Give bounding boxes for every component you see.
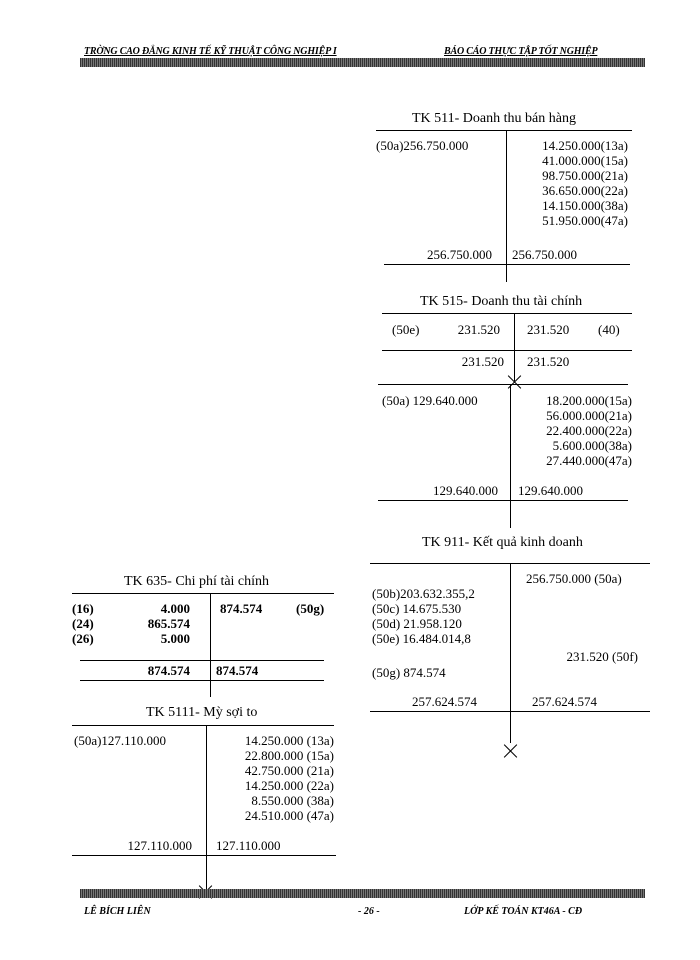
- debit-ref: (50e): [392, 322, 420, 337]
- debit-entry: (50e) 16.484.014,8: [372, 631, 471, 646]
- t-center-line: [210, 593, 211, 697]
- t-top-line: [378, 384, 628, 385]
- credit-entry: 14.150.000(38a): [542, 198, 628, 213]
- debit-entry: (50d) 21.958.120: [372, 616, 462, 631]
- debit-refs: [72, 601, 94, 646]
- debit-amount: 5.000: [160, 631, 190, 646]
- total-credit: 231.520: [527, 354, 570, 369]
- debit-amount: 865.574: [147, 616, 190, 631]
- credit-entry: 24.510.000 (47a): [244, 808, 334, 823]
- credit-amount: 874.574: [220, 601, 263, 616]
- credit-entry: 14.250.000 (13a): [244, 733, 334, 748]
- footer-author: LÊ BÍCH LIÊN: [84, 906, 151, 917]
- t-top-line: [72, 593, 334, 594]
- t-top-line: [382, 313, 632, 314]
- debit-ref: (24): [72, 616, 94, 631]
- header-rule: [80, 58, 645, 67]
- t-center-line: [510, 563, 511, 743]
- debit-amounts: [120, 601, 190, 646]
- total-credit: 874.574: [216, 663, 259, 678]
- account-title: TK 911- Kết quả kinh doanh: [422, 535, 583, 550]
- t-center-line: [506, 130, 507, 282]
- header-report-title: BÁO CÁO THỰC TẬP TỐT NGHIỆP: [444, 46, 598, 57]
- credit-column: [520, 393, 632, 468]
- credit-entry: 56.000.000(21a): [546, 408, 632, 423]
- t-total-line: [378, 500, 628, 501]
- debit-entry: (50a)256.750.000: [376, 138, 469, 153]
- total-debit: 257.624.574: [412, 694, 477, 709]
- total-debit: 129.640.000: [433, 483, 498, 498]
- credit-entry: 98.750.000(21a): [542, 168, 628, 183]
- total-debit: 256.750.000: [427, 247, 492, 262]
- credit-entry: 18.200.000(15a): [546, 393, 632, 408]
- total-credit: 257.624.574: [532, 694, 597, 709]
- credit-entry: 8.550.000 (38a): [251, 793, 334, 808]
- credit-entry: 41.000.000(15a): [542, 153, 628, 168]
- debit-amount: 231.520: [457, 322, 500, 337]
- credit-ref: (50g): [296, 601, 325, 616]
- account-title: TK 515- Doanh thu tài chính: [420, 294, 583, 309]
- credit-entry: 22.400.000(22a): [546, 423, 632, 438]
- debit-entry: (50g) 874.574: [372, 665, 446, 680]
- t-top-line: [72, 725, 334, 726]
- total-credit: 129.640.000: [518, 483, 583, 498]
- total-debit: 231.520: [461, 354, 504, 369]
- t-divider-line: [382, 350, 632, 351]
- footer-page-number: - 26 -: [358, 906, 380, 917]
- header-school: TRỜNG CAO ĐẲNG KINH TẾ KỸ THUẬT CÔNG NGHIỆP I: [84, 46, 337, 57]
- credit-ref: (40): [598, 322, 620, 337]
- credit-entry: 27.440.000(47a): [546, 453, 632, 468]
- credit-entry: 14.250.000 (22a): [244, 778, 334, 793]
- total-debit: 874.574: [147, 663, 190, 678]
- account-title: TK 5111- Mỳ sợi to: [146, 705, 258, 720]
- credit-entry: 51.950.000(47a): [542, 213, 628, 228]
- debit-entry: (50a)127.110.000: [74, 733, 166, 748]
- credit-entry: 36.650.000(22a): [542, 183, 628, 198]
- t-total-line: [384, 264, 630, 265]
- t-top-line: [376, 130, 632, 131]
- debit-entry: (50b)203.632.355,2: [372, 586, 475, 601]
- total-credit: 127.110.000: [216, 838, 281, 853]
- t-center-line: [510, 384, 511, 528]
- debit-column: [372, 586, 475, 646]
- debit-amount: 4.000: [160, 601, 190, 616]
- credit-column: [520, 138, 628, 228]
- credit-entry: 256.750.000 (50a): [526, 571, 622, 586]
- credit-entry: 22.800.000 (15a): [244, 748, 334, 763]
- t-total-line: [80, 680, 324, 681]
- credit-column: [214, 733, 334, 823]
- account-title: TK 511- Doanh thu bán hàng: [412, 111, 576, 126]
- debit-entry: (50c) 14.675.530: [372, 601, 462, 616]
- t-center-line: [206, 725, 207, 897]
- footer-rule: [80, 889, 645, 898]
- debit-ref: (16): [72, 601, 94, 616]
- total-debit: 127.110.000: [127, 838, 192, 853]
- debit-entry: (50a) 129.640.000: [382, 393, 478, 408]
- credit-entry: 5.600.000(38a): [552, 438, 632, 453]
- t-total-line: [72, 855, 336, 856]
- credit-amount: 231.520: [527, 322, 570, 337]
- total-credit: 256.750.000: [512, 247, 577, 262]
- credit-entry: 231.520 (50f): [566, 649, 638, 664]
- t-divider-line: [80, 660, 324, 661]
- credit-entry: 42.750.000 (21a): [244, 763, 334, 778]
- t-center-line: [514, 313, 515, 381]
- debit-ref: (26): [72, 631, 94, 646]
- account-title: TK 635- Chi phí tài chính: [124, 574, 270, 589]
- credit-entry: 14.250.000(13a): [542, 138, 628, 153]
- footer-class: LỚP KẾ TOÁN KT46A - CĐ: [464, 906, 583, 917]
- closing-cross-mark: [504, 744, 518, 758]
- t-total-line: [370, 711, 650, 712]
